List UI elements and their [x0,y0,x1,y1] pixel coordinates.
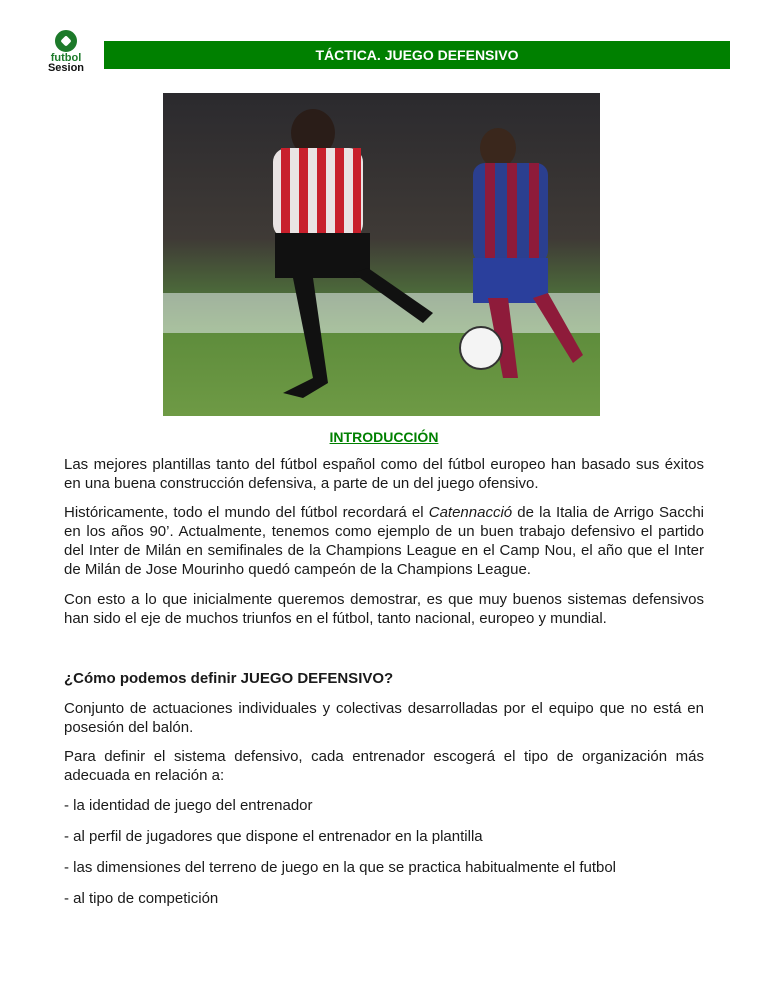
football-photo [163,93,600,416]
list-item: - al tipo de competición [64,890,219,907]
logo-text-sesion: Sesion [47,62,85,74]
page-title: TÁCTICA. JUEGO DEFENSIVO [315,47,519,63]
paragraph-history-text-b: de la Italia de Arrigo Sacchi en los años 90’. Actualmente, tenemos como ejemplo de un buen trabajo defensivo el partido del Inter de Milán en semifinales de la Champions League en el Camp Nou, el año que el Inter de Milán de Jose Mourinho quedó campeón de la Champions League. [64,504,704,578]
paragraph-organization: Para definir el sistema defensivo, cada entrenador escogerá el tipo de organización más adecuada en relación a: [64,748,704,784]
page-title-banner [104,41,730,69]
players-illustration [163,93,600,416]
question-heading: ¿Cómo podemos definir JUEGO DEFENSIVO? [64,670,394,687]
paragraph-conclusion: Con esto a lo que inicialmente queremos demostrar, es que muy buenos sistemas defensivos han sido el eje de muchos triunfos en el fútbol, tanto nacional, europeo y mundial. [64,591,704,627]
section-heading-text: INTRODUCCIÓN [329,429,439,445]
soccer-ball-icon [55,30,77,52]
paragraph-history [64,503,704,579]
paragraph-intro: Las mejores plantillas tanto del fútbol español como del fútbol europeo han basado sus éxitos en una buena construcción defensiva, a parte de un del juego ofensivo. [64,456,704,492]
section-heading [0,429,768,445]
paragraph-history-text-a: Históricamente, todo el mundo del fútbol recordará el [64,504,429,521]
list-item: - al perfil de jugadores que dispone el entrenador en la plantilla [64,828,483,845]
futbolsesion-logo [46,30,86,73]
list-item: - las dimensiones del terreno de juego en la que se practica habitualmente el futbol [64,859,617,876]
paragraph-definition: Conjunto de actuaciones individuales y colectivas desarrolladas por el equipo que no está en posesión del balón. [64,700,704,736]
catennaccio-term: Catennacció [428,504,513,521]
logo-text-futbol: futbol [50,52,82,64]
list-item: - la identidad de juego del entrenador [64,797,313,814]
